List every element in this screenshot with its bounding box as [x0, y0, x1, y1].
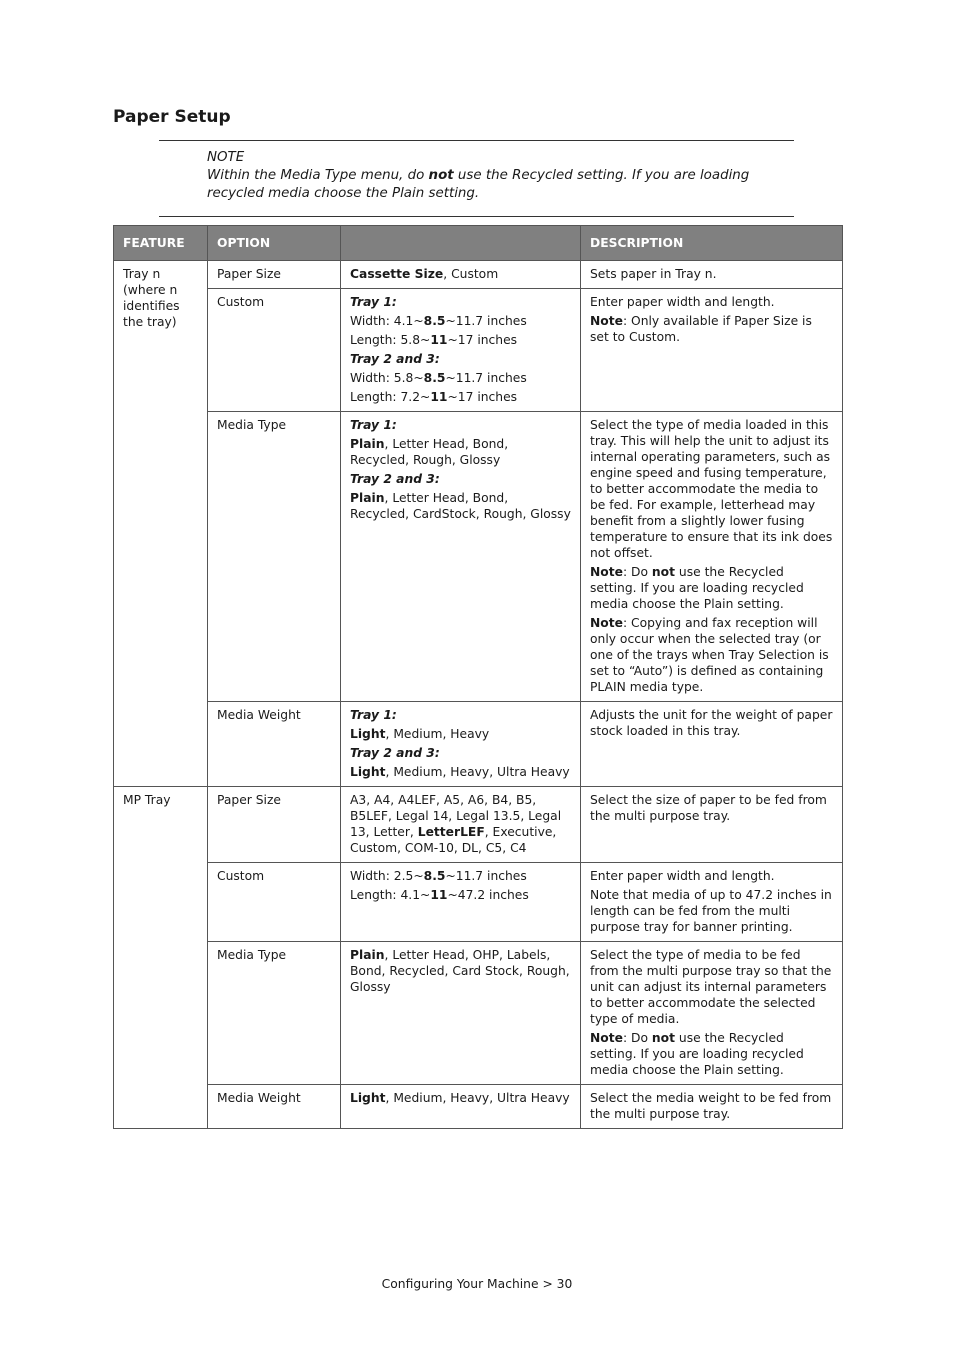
description-cell: Enter paper width and length. Note: Only available if Paper Size is set to Custom. — [581, 289, 843, 412]
header-description: DESCRIPTION — [581, 226, 843, 261]
option-cell: Paper Size — [208, 261, 341, 289]
values-cell: Plain, Letter Head, OHP, Labels, Bond, Recycled, Card Stock, Rough, Glossy — [341, 942, 581, 1085]
note-top-rule — [159, 140, 794, 141]
description-cell: Adjusts the unit for the weight of paper stock loaded in this tray. — [581, 702, 843, 787]
table-row — [114, 261, 843, 289]
option-cell: Media Type — [208, 412, 341, 702]
table-row — [114, 412, 843, 702]
feature-cell-tray-n: Tray n (where n identifies the tray) — [114, 261, 208, 787]
option-cell: Media Weight — [208, 702, 341, 787]
note-box — [207, 149, 767, 203]
values-cell: A3, A4, A4LEF, A5, A6, B4, B5, B5LEF, Legal 14, Legal 13.5, Legal 13, Letter, LetterLEF, Executive, Custom, COM-10, DL, C5, C4 — [341, 787, 581, 863]
header-option: OPTION — [208, 226, 341, 261]
values-cell: Cassette Size, Custom — [341, 261, 581, 289]
page-footer: Configuring Your Machine > 30 — [381, 1277, 573, 1291]
table-row — [114, 289, 843, 412]
header-values — [341, 226, 581, 261]
option-cell: Custom — [208, 863, 341, 942]
description-cell: Select the size of paper to be fed from the multi purpose tray. — [581, 787, 843, 863]
option-cell: Paper Size — [208, 787, 341, 863]
description-cell: Select the media weight to be fed from the multi purpose tray. — [581, 1085, 843, 1129]
description-cell: Select the type of media to be fed from the multi purpose tray so that the unit can adjust its internal parameters to better accommodate the selected type of media. Note: Do not use the Recycled setting. If you are loading recycled media choose the Plain setting. — [581, 942, 843, 1085]
paper-setup-table — [113, 225, 843, 1129]
table-row — [114, 1085, 843, 1129]
description-cell: Enter paper width and length. Note that media of up to 47.2 inches in length can be fed from the multi purpose tray for banner printing. — [581, 863, 843, 942]
option-cell: Media Type — [208, 942, 341, 1085]
values-cell: Light, Medium, Heavy, Ultra Heavy — [341, 1085, 581, 1129]
note-text: Within the Media Type menu, do not use the Recycled setting. If you are loading recycled media choose the Plain setting. — [207, 168, 750, 201]
description-cell: Select the type of media loaded in this tray. This will help the unit to adjust its internal operating parameters, such as engine speed and fusing temperature, to better accommodate the media to be fed. For example, letterhead may benefit from a slightly lower fusing temperature to ensure that its ink does not offset. Note: Do not use the Recycled setting. If you are loading recycled media choose the Plain setting. Note: Copying and fax reception will only occur when the selected tray (or one of the trays when Tray Selection is set to “Auto”) is defined as containing PLAIN media type. — [581, 412, 843, 702]
table-header-row — [114, 226, 843, 261]
table-row — [114, 702, 843, 787]
header-feature: FEATURE — [114, 226, 208, 261]
values-cell: Width: 2.5~8.5~11.7 inches Length: 4.1~11~47.2 inches — [341, 863, 581, 942]
table-row — [114, 942, 843, 1085]
table-row — [114, 863, 843, 942]
note-bottom-rule — [159, 216, 794, 217]
values-cell: Tray 1: Plain, Letter Head, Bond, Recycled, Rough, Glossy Tray 2 and 3: Plain, Letter Head, Bond, Recycled, CardStock, Rough, Glossy — [341, 412, 581, 702]
description-cell: Sets paper in Tray n. — [581, 261, 843, 289]
option-cell: Custom — [208, 289, 341, 412]
feature-cell-mp-tray: MP Tray — [114, 787, 208, 1129]
values-cell: Tray 1: Width: 4.1~8.5~11.7 inches Length: 5.8~11~17 inches Tray 2 and 3: Width: 5.8~8.5~11.7 inches Length: 7.2~11~17 inches — [341, 289, 581, 412]
values-cell: Tray 1: Light, Medium, Heavy Tray 2 and 3: Light, Medium, Heavy, Ultra Heavy — [341, 702, 581, 787]
option-cell: Media Weight — [208, 1085, 341, 1129]
table-row — [114, 787, 843, 863]
page-title: Paper Setup — [113, 107, 231, 127]
note-label: NOTE — [207, 150, 245, 165]
